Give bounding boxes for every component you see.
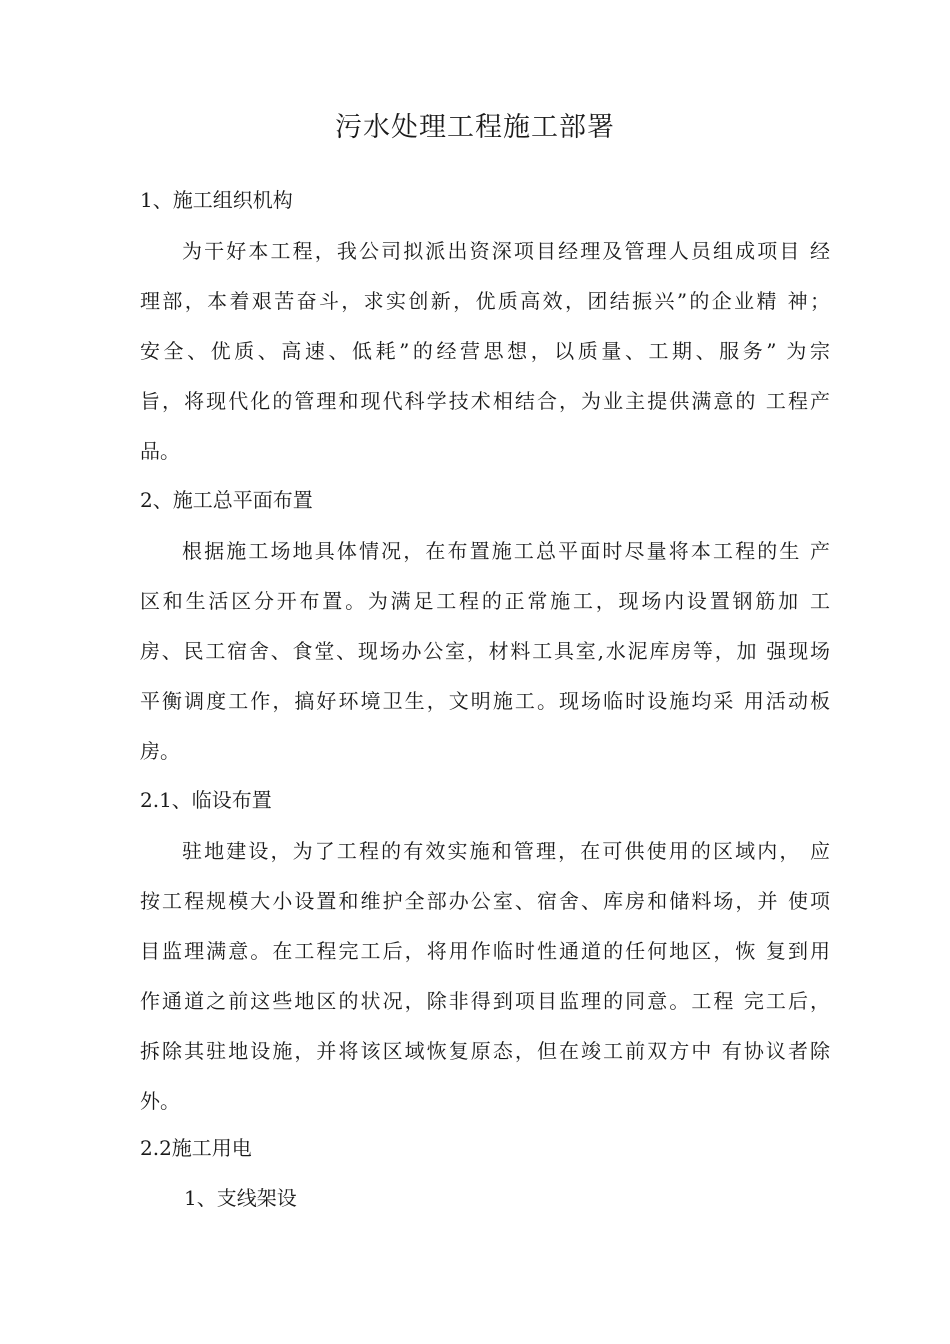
paragraph-line: 理部，本着艰苦奋斗，求实创新，优质高效，团结振兴”的企业精 神； bbox=[140, 289, 830, 313]
paragraph-line: 目监理满意。在工程完工后，将用作临时性通道的任何地区，恢 复到用 bbox=[140, 939, 830, 963]
section-heading-2-2: 2.2施工用电 bbox=[140, 1136, 252, 1160]
section-heading-1: 1、施工组织机构 bbox=[140, 188, 293, 212]
paragraph-line: 拆除其驻地设施，并将该区域恢复原态，但在竣工前双方中 有协议者除 bbox=[140, 1039, 830, 1063]
paragraph-line: 根据施工场地具体情况，在布置施工总平面时尽量将本工程的生 产 bbox=[182, 539, 830, 563]
section-2-paragraph bbox=[140, 526, 830, 776]
document-title: 污水处理工程施工部署 bbox=[335, 112, 615, 143]
paragraph-line: 旨，将现代化的管理和现代科学技术相结合，为业主提供满意的 工程产 bbox=[140, 389, 830, 413]
paragraph-line: 外。 bbox=[140, 1089, 180, 1113]
paragraph-line: 安全、优质、高速、低耗”的经营思想，以质量、工期、服务” 为宗 bbox=[140, 339, 830, 363]
section-1-paragraph bbox=[140, 226, 830, 476]
paragraph-line: 平衡调度工作，搞好环境卫生，文明施工。现场临时设施均采 用活动板 bbox=[140, 689, 830, 713]
paragraph-line: 驻地建设，为了工程的有效实施和管理，在可供使用的区域内， 应 bbox=[182, 839, 830, 863]
paragraph-line: 品。 bbox=[140, 439, 180, 463]
section-heading-2: 2、施工总平面布置 bbox=[140, 488, 313, 512]
paragraph-line: 房、民工宿舍、食堂、现场办公室，材料工具室,水泥库房等，加 强现场 bbox=[140, 639, 830, 663]
sub-heading-branch-line: 1、支线架设 bbox=[184, 1186, 297, 1210]
paragraph-line: 按工程规模大小设置和维护全部办公室、宿舍、库房和储料场，并 使项 bbox=[140, 889, 830, 913]
section-heading-2-1: 2.1、临设布置 bbox=[140, 788, 272, 812]
section-2-1-paragraph bbox=[140, 826, 830, 1126]
paragraph-line: 区和生活区分开布置。为满足工程的正常施工，现场内设置钢筋加 工 bbox=[140, 589, 830, 613]
paragraph-line: 房。 bbox=[140, 739, 180, 763]
paragraph-line: 作通道之前这些地区的状况，除非得到项目监理的同意。工程 完工后， bbox=[140, 989, 830, 1013]
paragraph-line: 为干好本工程，我公司拟派出资深项目经理及管理人员组成项目 经 bbox=[182, 239, 830, 263]
